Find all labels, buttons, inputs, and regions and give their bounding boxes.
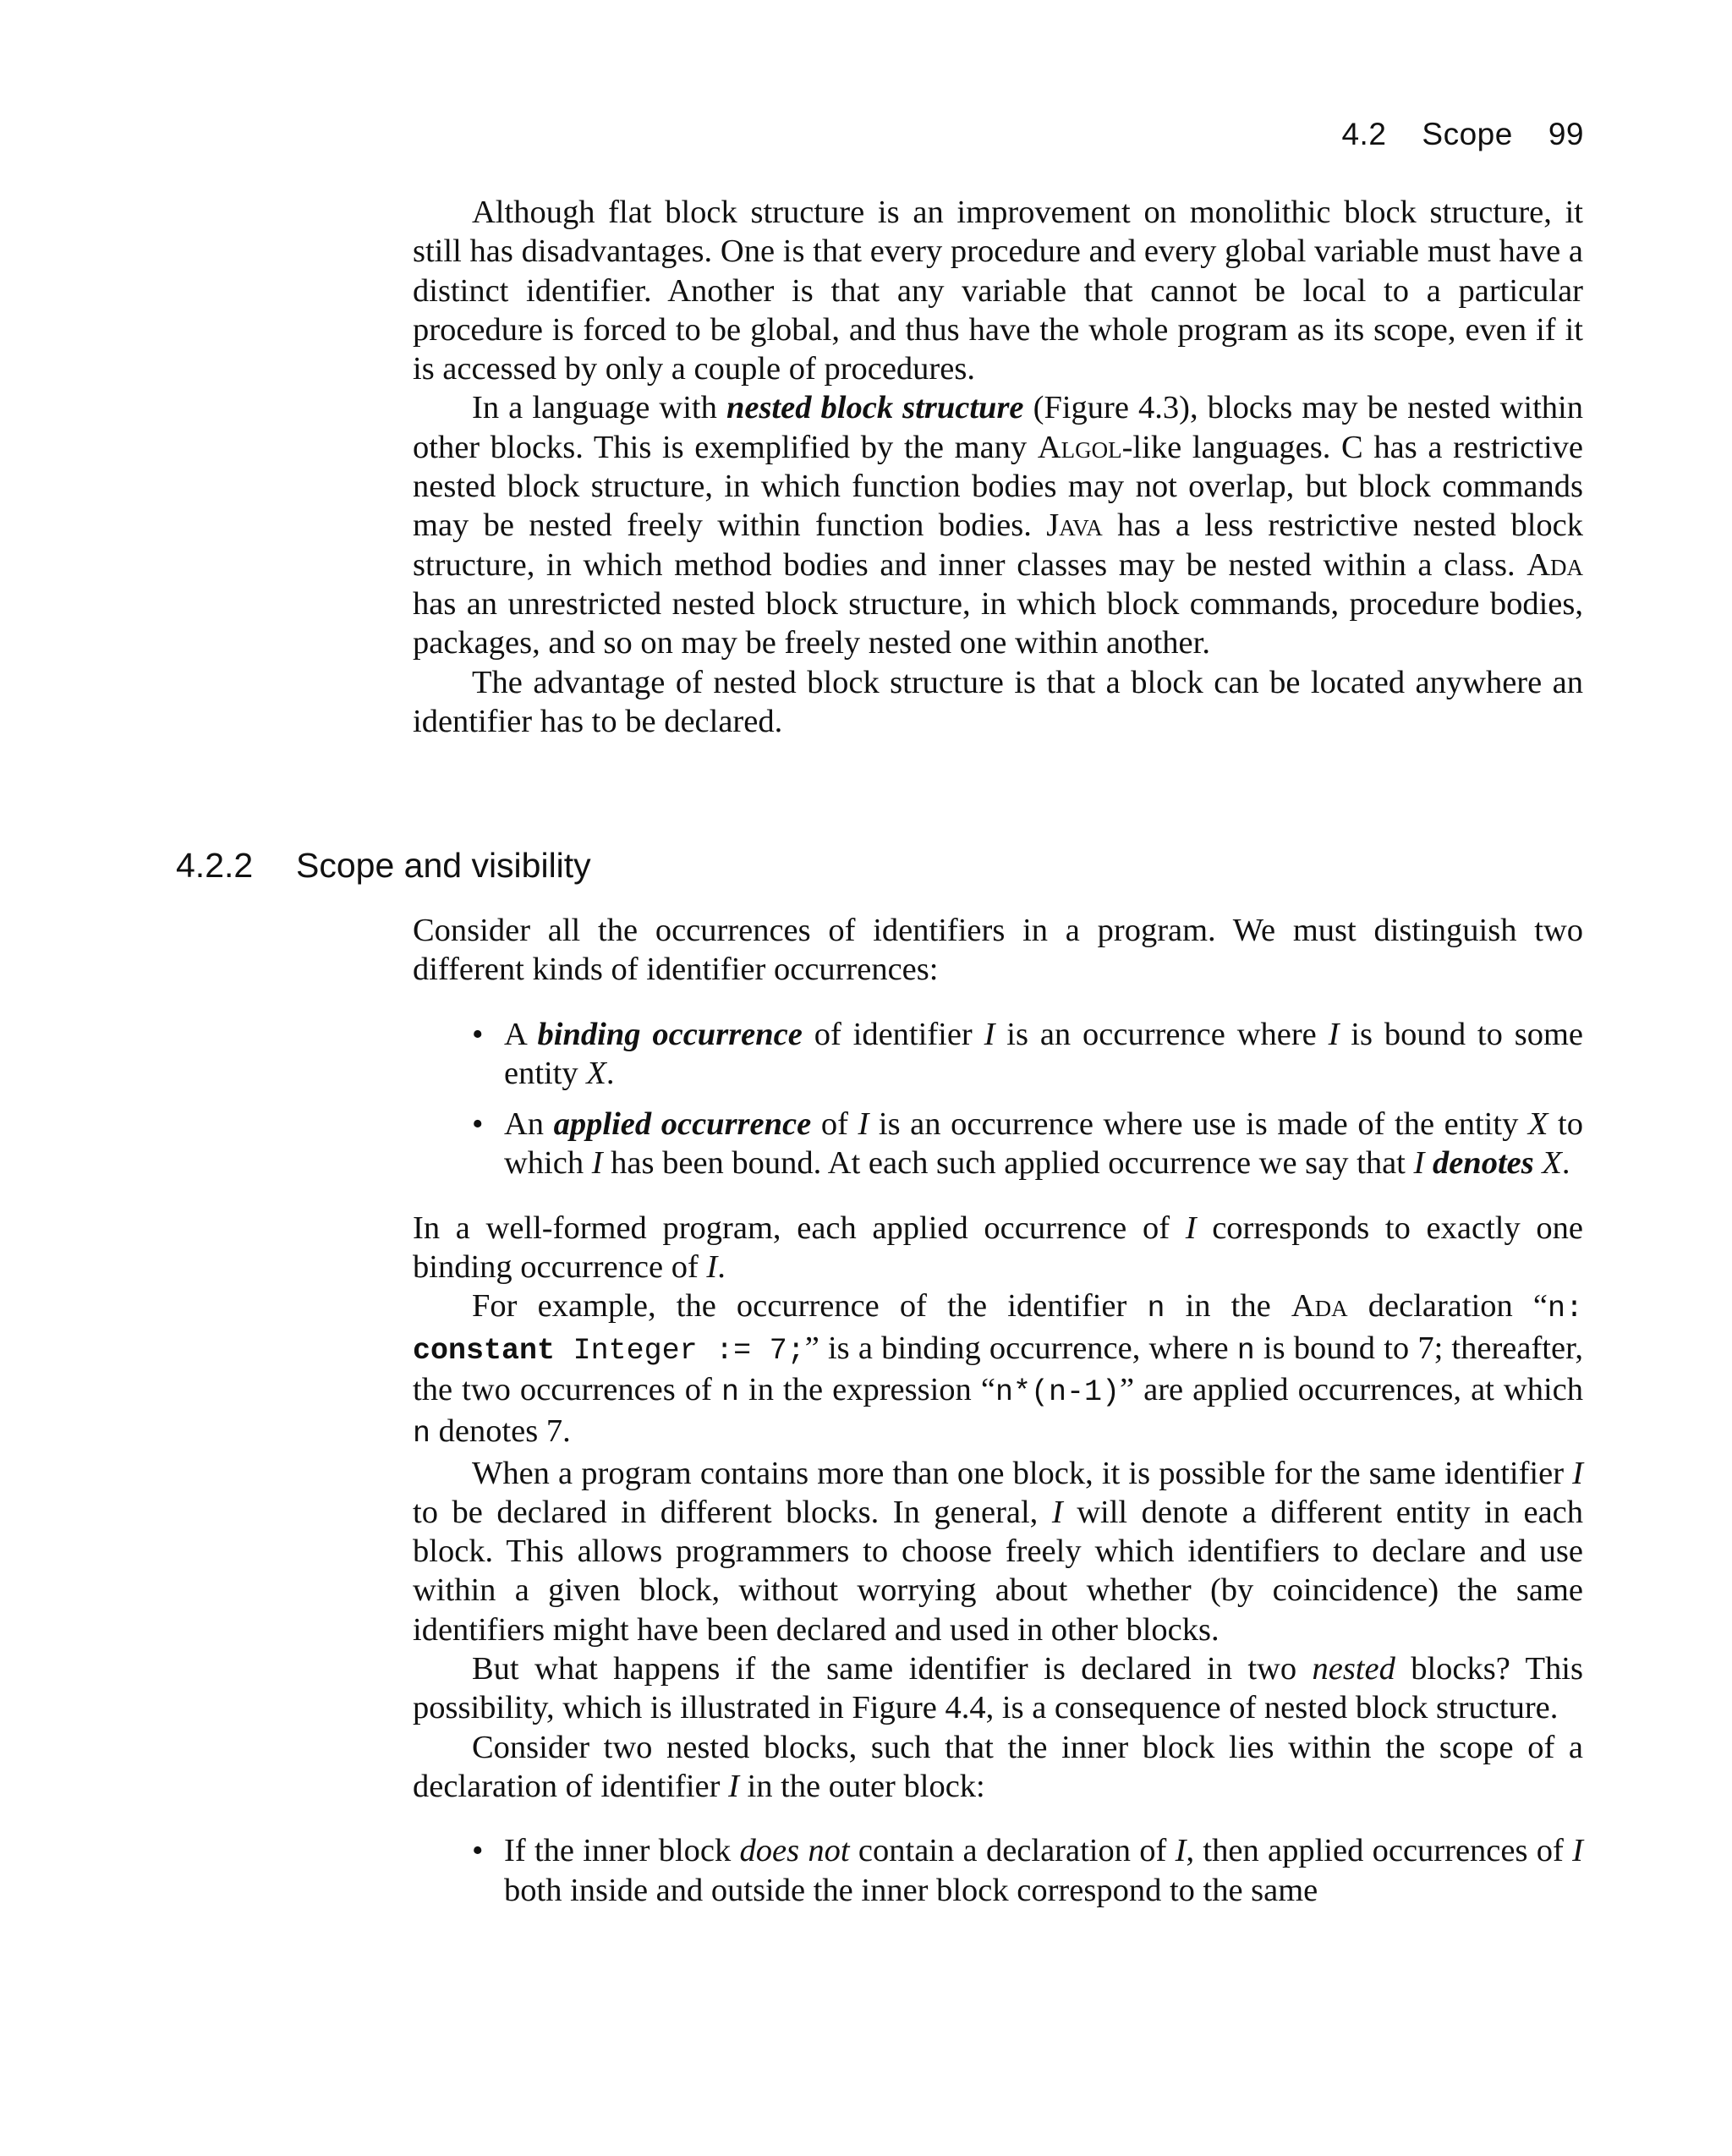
paragraph-consider-nested: Consider two nested blocks, such that the inner block lies within the scope of a declaration of identifier I in the outer block: [413,1729,1583,1804]
term-nested-block-structure: nested block structure [726,390,1024,426]
list-item-no-inner-declaration: • If the inner block does not contain a declaration of I, then applied occurrences of I both inside and outside the inner block correspond to the same [472,1833,1583,1908]
running-header [1341,117,1584,152]
paragraph-flat-block: Although flat block structure is an improvement on monolithic block structure, it still has disadvantages. One is that every procedure and every global variable must have a distinct identifier. Another is that any variable that cannot be local to a particular procedure is forced to be global, and thus have the whole program as its scope, even if it is accessed by only a couple of procedures. [413,195,1583,387]
paragraph-nested-declaration: But what happens if the same identifier is declared in two nested blocks? This possibility, which is illustrated in Figure 4.4, is a consequence of nested block structure. [413,1651,1583,1726]
paragraph-well-formed: In a well-formed program, each applied occurrence of I corresponds to exactly one binding occurrence of I. [413,1210,1583,1286]
paragraph-intro: Consider all the occurrences of identifiers in a program. We must distinguish two different kinds of identifier occurrences: [413,913,1583,988]
paragraph-example: For example, the occurrence of the identifier n in the Ada declaration “n: constant Integer := 7;” is a binding occurrence, where n is bound to 7; thereafter, the two occurrences of n in the expression “n*(n-1)” are applied occurrences, at which n denotes 7. [413,1288,1584,1451]
bullet-icon: • [472,1833,484,1869]
header-section-number: 4.2 [1341,117,1387,151]
bullet-icon: • [472,1016,484,1052]
paragraph-advantage: The advantage of nested block structure is that a block can be located anywhere an identifier has to be declared. [413,664,1583,739]
code-keyword-constant: constant [413,1333,556,1368]
term-denotes: denotes [1432,1145,1534,1182]
code-expression: n*(n-1) [995,1374,1120,1409]
top-text-block [413,193,1583,741]
paragraph-multiple-blocks: When a program contains more than one block, it is possible for the same identifier I to be declared in different blocks. In general, I will denote a different entity in each block. This allows programmers to choose freely which identifiers to declare and use within a given block, without worrying about whether (by coincidence) the same identifiers might have been declared and used in other blocks. [413,1455,1583,1648]
section-number: 4.2.2 [176,846,254,885]
page-number: 99 [1548,117,1584,151]
paragraph-nested-block: In a language with nested block structure (Figure 4.3), blocks may be nested within other blocks. This is exemplified by the many Algol-like languages. C has a restrictive nested block structure, in which function bodies may not overlap, but block commands may be nested freely within function bodies. Java has a less restrictive nested block structure, in which method bodies and inner classes may be nested within a class. Ada has an unrestricted nested block structure, in which block commands, procedure bodies, packages, and so on may be freely nested one within another. [413,390,1583,661]
section-body [413,911,1583,1910]
bullet-icon: • [472,1106,484,1143]
term-applied-occurrence: applied occurrence [553,1106,812,1143]
section-title: Scope and visibility [296,846,591,885]
section-heading [176,846,591,886]
occurrence-kinds-list [413,1015,1583,1183]
term-binding-occurrence: binding occurrence [537,1016,803,1052]
header-section-title: Scope [1422,117,1513,151]
nested-cases-list [413,1831,1583,1910]
list-item-binding-occurrence: • A binding occurrence of identifier I is an occurrence where I is bound to some entity X. [472,1016,1583,1091]
list-item-applied-occurrence: • An applied occurrence of I is an occurrence where use is made of the entity X to which I has been bound. At each such applied occurrence we say that I denotes X. [472,1106,1583,1182]
